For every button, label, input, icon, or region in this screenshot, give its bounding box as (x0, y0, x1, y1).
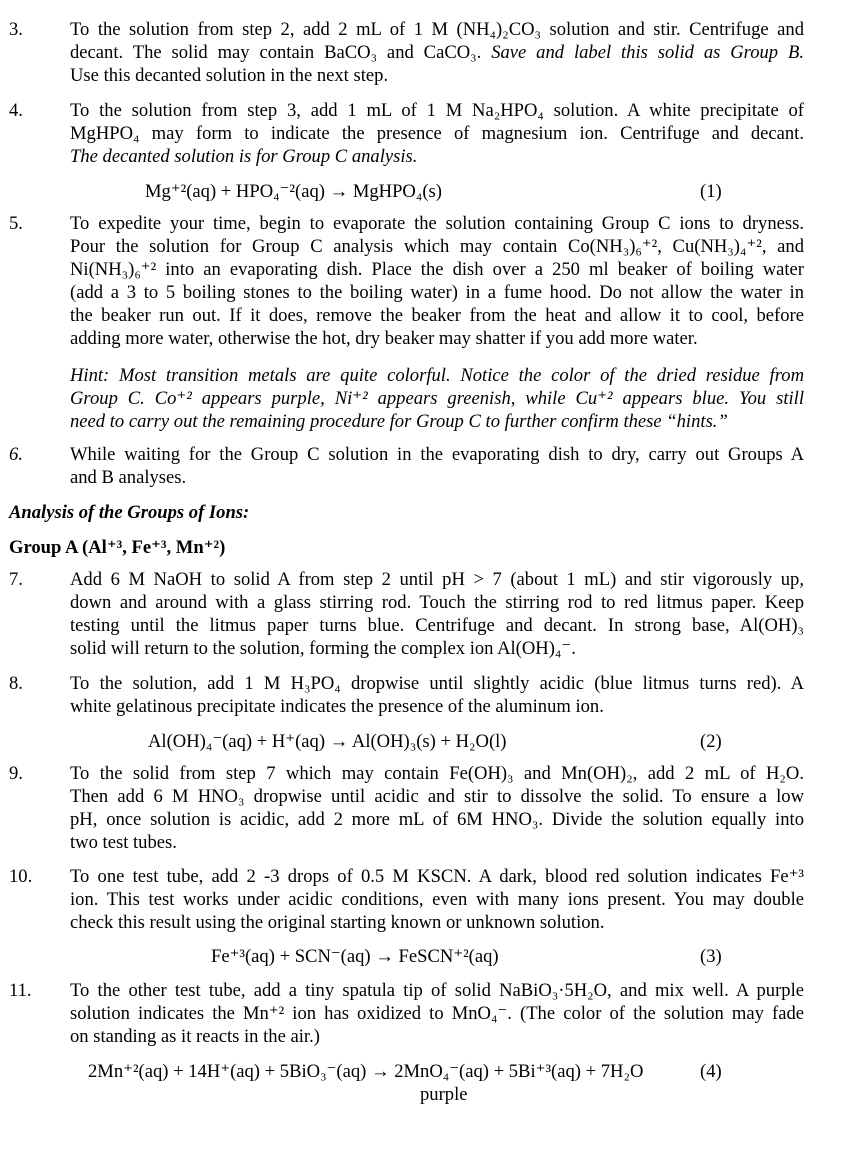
text-line: Add 6 M NaOH to solid A from step 2 until pH > 7 (about 1 mL) and stir vigorously up, (70, 569, 804, 590)
text-line: need to carry out the remaining procedure for Group C to further confirm these “hints.” (70, 411, 728, 432)
step-number: 8. (9, 673, 23, 694)
text-line: solution indicates the Mn⁺² ion has oxidized to MnO₄⁻. (The color of the solution may fade (70, 1003, 804, 1024)
equation-number: (4) (700, 1061, 722, 1082)
step-number: 6. (9, 444, 23, 465)
text-line: ion. This test works under acidic conditions, even with many ions present. You may double (70, 889, 804, 910)
group-a-heading: Group A (Al⁺³, Fe⁺³, Mn⁺²) (9, 537, 226, 558)
text-line: To the solution from step 3, add 1 mL of 1 M Na₂HPO₄ solution. A white precipitate of (70, 100, 804, 121)
text-line: The decanted solution is for Group C analysis. (70, 146, 418, 167)
step-text (70, 979, 804, 1048)
equation-text: Fe⁺³(aq) + SCN⁻(aq) → FeSCN⁺²(aq) (211, 946, 499, 967)
step-number: 9. (9, 763, 23, 784)
step-text (70, 568, 804, 660)
text-line: white gelatinous precipitate indicates the presence of the aluminum ion. (70, 696, 604, 717)
text-line: adding more water, otherwise the hot, dry beaker may shatter if you add more water. (70, 328, 698, 349)
step-text (70, 865, 804, 934)
text-line: Pour the solution for Group C analysis which may contain Co(NH₃)₆⁺², Cu(NH₃)₄⁺², and (70, 236, 804, 257)
text-line: (add a 3 to 5 boiling stones to the boiling water) in a fume hood. Do not allow the water in (70, 282, 804, 303)
text-line: While waiting for the Group C solution in the evaporating dish to dry, carry out Groups A (70, 444, 804, 465)
equation-text: 2Mn⁺²(aq) + 14H⁺(aq) + 5BiO₃⁻(aq) → 2MnO₄⁻(aq) + 5Bi⁺³(aq) + 7H₂O (88, 1061, 644, 1082)
text-line: down and around with a glass stirring rod. Touch the stirring rod to red litmus paper. Keep (70, 592, 804, 613)
equation-number: (3) (700, 946, 722, 967)
text-line: MgHPO₄ may form to indicate the presence of magnesium ion. Centrifuge and decant. (70, 123, 804, 144)
text-line: and B analyses. (70, 467, 187, 488)
text-line: To one test tube, add 2 -3 drops of 0.5 M KSCN. A dark, blood red solution indicates Fe⁺³ (70, 866, 804, 887)
text-line: To the other test tube, add a tiny spatula tip of solid NaBiO₃·5H₂O, and mix well. A purple (70, 980, 804, 1001)
step-number: 11. (9, 980, 32, 1001)
step-number: 3. (9, 19, 23, 40)
step-text (70, 672, 804, 718)
step-number: 7. (9, 569, 23, 590)
text-line: the beaker run out. If it does, remove the beaker from the heat and allow it to cool, before (70, 305, 804, 326)
step-number: 10. (9, 866, 33, 887)
text-line: To the solution from step 2, add 2 mL of 1 M (NH₄)₂CO₃ solution and stir. Centrifuge and (70, 19, 804, 40)
step-text (70, 99, 804, 168)
text-line: check this result using the original starting known or unknown solution. (70, 912, 605, 933)
step-number: 5. (9, 213, 23, 234)
text-line: To expedite your time, begin to evaporate the solution containing Group C ions to dryness. (70, 213, 804, 234)
step-text (70, 212, 804, 350)
text-line: solid will return to the solution, forming the complex ion Al(OH)₄⁻. (70, 638, 576, 659)
step-text (70, 443, 804, 489)
text-line: on standing as it reacts in the air.) (70, 1026, 320, 1047)
text-line: testing until the litmus paper turns blue. Centrifuge and decant. In strong base, Al(OH)₃ (70, 615, 804, 636)
equation-text: Mg⁺²(aq) + HPO₄⁻²(aq) → MgHPO₄(s) (145, 181, 442, 202)
equation-text: Al(OH)₄⁻(aq) + H⁺(aq) → Al(OH)₃(s) + H₂O(l) (148, 731, 507, 752)
step-text (70, 18, 804, 87)
text-line: To the solution, add 1 M H₃PO₄ dropwise until slightly acidic (blue litmus turns red). A (70, 673, 804, 694)
text-line: Then add 6 M HNO₃ dropwise until acidic and stir to dissolve the solid. To ensure a low (70, 786, 804, 807)
text-line: pH, once solution is acidic, add 2 more mL of 6M HNO₃. Divide the solution equally into (70, 809, 804, 830)
text-line: Ni(NH₃)₆⁺² into an evaporating dish. Place the dish over a 250 ml beaker of boiling water (70, 259, 804, 280)
equation-caption: purple (420, 1084, 468, 1105)
text-line: Group C. Co⁺² appears purple, Ni⁺² appears greenish, while Cu⁺² appears blue. You still (70, 388, 804, 409)
text-line: Hint: Most transition metals are quite colorful. Notice the color of the dried residue from (70, 365, 804, 386)
equation-number: (2) (700, 731, 722, 752)
analysis-heading: Analysis of the Groups of Ions: (9, 502, 250, 523)
text-line: Use this decanted solution in the next step. (70, 65, 389, 86)
text-line: two test tubes. (70, 832, 177, 853)
text-line: decant. The solid may contain BaCO₃ and CaCO₃. Save and label this solid as Group B. (70, 42, 805, 63)
hint-text (70, 364, 804, 433)
step-text (70, 762, 804, 854)
text-line: To the solid from step 7 which may contain Fe(OH)₃ and Mn(OH)₂, add 2 mL of H₂O. (70, 763, 804, 784)
step-number: 4. (9, 100, 23, 121)
equation-number: (1) (700, 181, 722, 202)
